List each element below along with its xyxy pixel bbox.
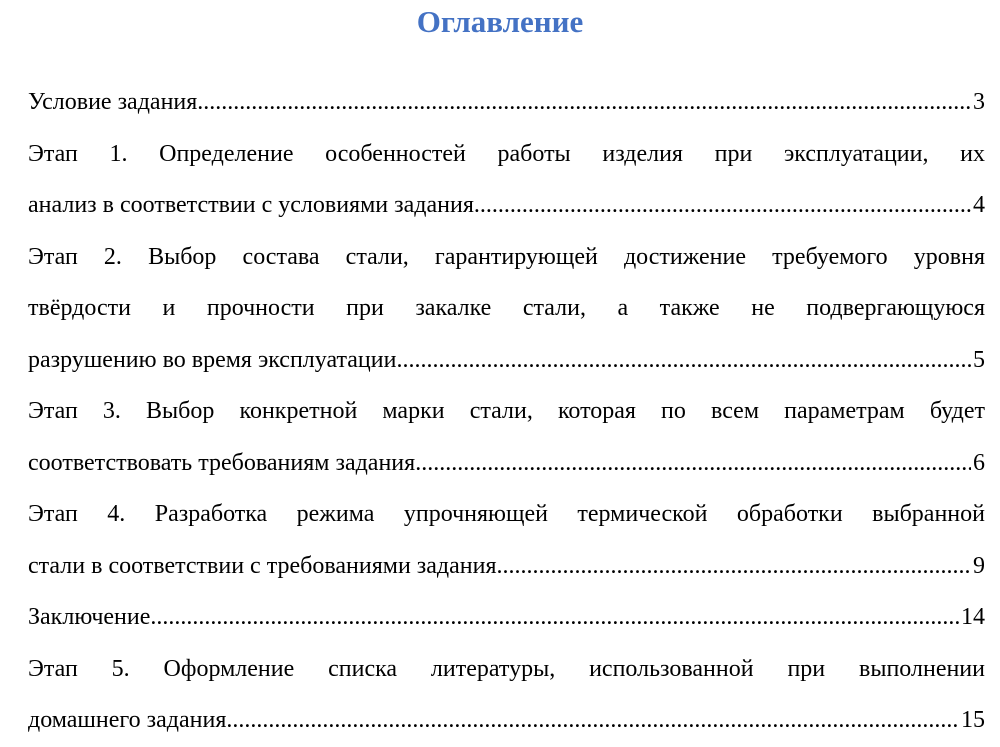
- dot-leader: [402, 335, 971, 387]
- dot-leader: [197, 77, 971, 129]
- toc-page-number: 9: [973, 552, 985, 579]
- toc-line: [28, 438, 985, 490]
- dot-leader: [421, 438, 971, 490]
- toc-entry-text: Этап 5. Оформление списка литературы, использованной при выполнении: [28, 655, 985, 682]
- toc-line: [28, 592, 985, 644]
- toc-entry-text: соответствовать требованиям задания.: [28, 449, 422, 476]
- toc-entry-stage-3[interactable]: [28, 386, 985, 489]
- toc-entry-text: стали в соответствии с требованиями задания.: [28, 552, 503, 579]
- dot-leader: [150, 592, 959, 644]
- toc-entry-text: Этап 2. Выбор состава стали, гарантирующей достижение требуемого уровня: [28, 243, 985, 270]
- toc-entry-text: разрушению во время эксплуатации.: [28, 346, 403, 373]
- dot-leader: [232, 695, 959, 747]
- toc-entry-stage-5[interactable]: [28, 644, 985, 747]
- dot-leader: [480, 180, 971, 232]
- toc-page-number: 3: [973, 89, 985, 115]
- toc-line: [28, 541, 985, 593]
- toc-line: [28, 695, 985, 747]
- toc-entry-stage-1[interactable]: [28, 129, 985, 232]
- toc-page-number: 6: [973, 449, 985, 476]
- toc-entry-stage-4[interactable]: [28, 489, 985, 592]
- toc-page-number: 15: [961, 707, 985, 733]
- toc-entry-text: твёрдости и прочности при закалке стали, а также не подвергающуюся: [28, 295, 985, 321]
- toc-line: [28, 77, 985, 129]
- toc-entry-text: Заключение: [28, 604, 151, 630]
- toc-entry-conditions[interactable]: [28, 77, 985, 129]
- toc-entry-stage-2[interactable]: [28, 232, 985, 387]
- toc-entry-text: Этап 3. Выбор конкретной марки стали, которая по всем параметрам будет: [28, 398, 985, 424]
- toc-list: [28, 77, 985, 747]
- toc-line: [28, 180, 985, 232]
- toc-line: [28, 335, 985, 387]
- toc-page-number: 14: [961, 604, 985, 630]
- toc-entry-text: анализ в соответствии с условиями задания.: [28, 192, 480, 218]
- dot-leader: [503, 541, 971, 593]
- toc-title: Оглавление: [416, 4, 584, 39]
- toc-page-number: 5: [973, 346, 985, 373]
- toc-entry-text: Этап 4. Разработка режима упрочняющей термической обработки выбранной: [28, 501, 985, 527]
- toc-entry-text: Этап 1. Определение особенностей работы изделия при эксплуатации, их: [28, 140, 985, 167]
- toc-page-number: 4: [973, 192, 985, 218]
- toc-entry-conclusion[interactable]: [28, 592, 985, 644]
- toc-entry-text: домашнего задания.: [28, 707, 233, 733]
- toc-entry-text: Условие задания: [28, 89, 198, 115]
